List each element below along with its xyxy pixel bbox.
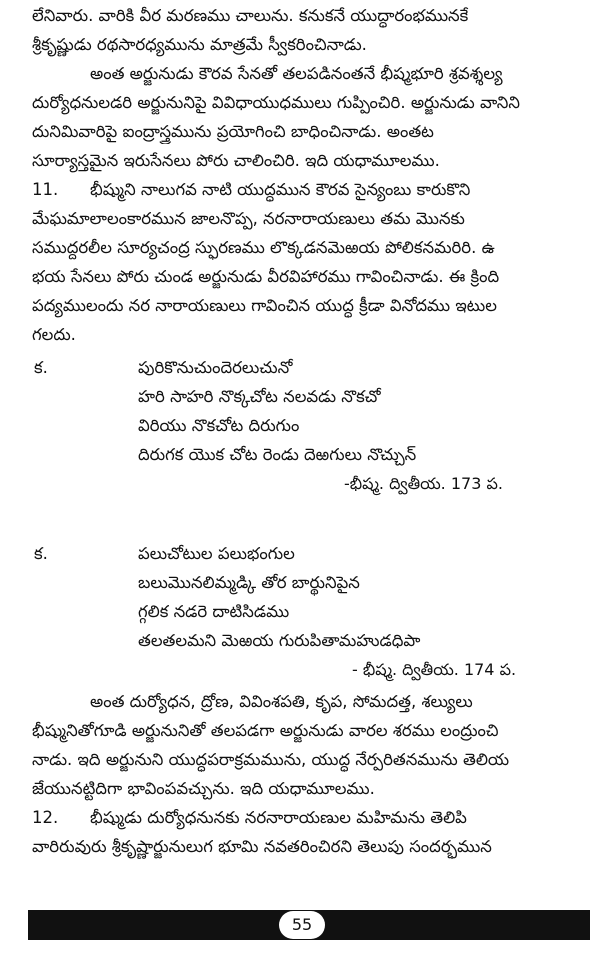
- paragraph-number-12: 12.: [32, 808, 59, 827]
- paragraph-2-line-1: అంత అర్జునుడు కౌరవ సేనతో తలపడినంతనే భీష్మభూరి శ్రవశ్శల్య: [90, 64, 503, 83]
- verse-2-line-4: తలతలమని మెఱయ గురుపితామహుడధిపా: [138, 631, 421, 650]
- paragraph-2-line-2: దుర్యోధనులడరి అర్జునునిపై వివిధాయుధములు గుప్పించిరి. అర్జునుడు వానిని: [32, 93, 520, 112]
- paragraph-3-line-2: మేఘమాలాలంకారమున జాలనొప్ప, నరనారాయణులు తమ మొనకు: [32, 209, 465, 228]
- verse-1-source: -భీష్మ. ద్వితీయ. 173 ప.: [344, 474, 503, 493]
- paragraph-3-line-1: భీష్ముని నాలుగవ నాటి యుద్ధమున కౌరవ సైన్యంబు కారుకొని: [90, 180, 471, 199]
- paragraph-1-line-1: లేనివారు. వారికి వీర మరణము చాలును. కనుకనే యుద్ధారంభమునకే: [32, 6, 469, 25]
- page-number: 55: [279, 911, 325, 939]
- paragraph-number-11: 11.: [32, 180, 59, 199]
- paragraph-2-line-3: దునిమివారిపై ఐంద్రాస్త్రమును ప్రయోగించి బాధించినాడు. అంతట: [32, 122, 434, 141]
- verse-2-source: - భీష్మ. ద్వితీయ. 174 ప.: [352, 660, 517, 679]
- paragraph-3-line-4: భయ సేనలు పోరు చుండ అర్జునుడు వీరవిహారము గావించినాడు. ఈ క్రింది: [32, 267, 500, 286]
- paragraph-4-line-1: అంత దుర్యోధన, ద్రోణ, వివింశపతి, కృప, సోమదత్త, శల్యులు: [90, 692, 473, 711]
- paragraph-4-line-4: జేయునట్టిదిగా భావింపవచ్చును. ఇది యధామూలము.: [32, 779, 375, 798]
- paragraph-3-line-3: సముద్దరలీల సూర్యచంద్ర స్ఫురణము లొక్కడనమెఱయ పోలికనమరిరి. ఉ: [32, 238, 495, 257]
- paragraph-1-line-2: శ్రీకృష్ణుడు రథసారధ్యమును మాత్రమే స్వీకరించినాడు.: [32, 35, 367, 54]
- verse-2-line-1: పలుచోటుల పలుభంగుల: [138, 544, 295, 563]
- verse-1-label: క.: [34, 358, 48, 377]
- paragraph-3-line-6: గలదు.: [32, 325, 76, 344]
- verse-1-line-3: విరియు నొకచోట దిరుగుం: [138, 416, 300, 435]
- verse-2-label: క.: [34, 544, 48, 563]
- paragraph-4-line-2: భీష్మునితోగూడి అర్జునునితో తలపడగా అర్జునుడు వారల శరము లంద్రుంచి: [32, 721, 499, 740]
- verse-1-line-1: పురికొనుచుందెరలుచునో: [138, 358, 293, 377]
- paragraph-2-line-4: సూర్యాస్తమైన ఇరుసేనలు పోరు చాలించిరి. ఇది యధామూలము.: [32, 151, 440, 170]
- verse-1-line-4: దిరుగక యొక చోట రెండు దెఱగులు నొచ్చున్: [138, 445, 417, 464]
- paragraph-5-line-2: వారిరువురు శ్రీకృష్ణార్జునులుగ భూమి నవతరించిరని తెలుపు సందర్భమున: [32, 837, 492, 856]
- verse-2-line-2: బలుమొనలిమ్మడ్కి తోర బార్థునిపైన: [138, 573, 360, 592]
- paragraph-5-line-1: భీష్ముడు దుర్యోధనునకు నరనారాయణుల మహిమను తెలిపి: [90, 808, 467, 827]
- paragraph-4-line-3: నాడు. ఇది అర్జునుని యుద్ధపరాక్రమమును, యుద్ధ నేర్పరితనమును తెలియ: [32, 750, 510, 769]
- verse-2-line-3: గ్గలిక నడరె దాటిసిడము: [138, 602, 290, 621]
- verse-1-line-2: హరి సాహరి నొక్కచోట నలవడు నొకచో: [138, 387, 381, 406]
- paragraph-3-line-5: పద్యములందు నర నారాయణులు గావించిన యుద్ధ క్రీడా వినోదము ఇటుల: [32, 296, 497, 315]
